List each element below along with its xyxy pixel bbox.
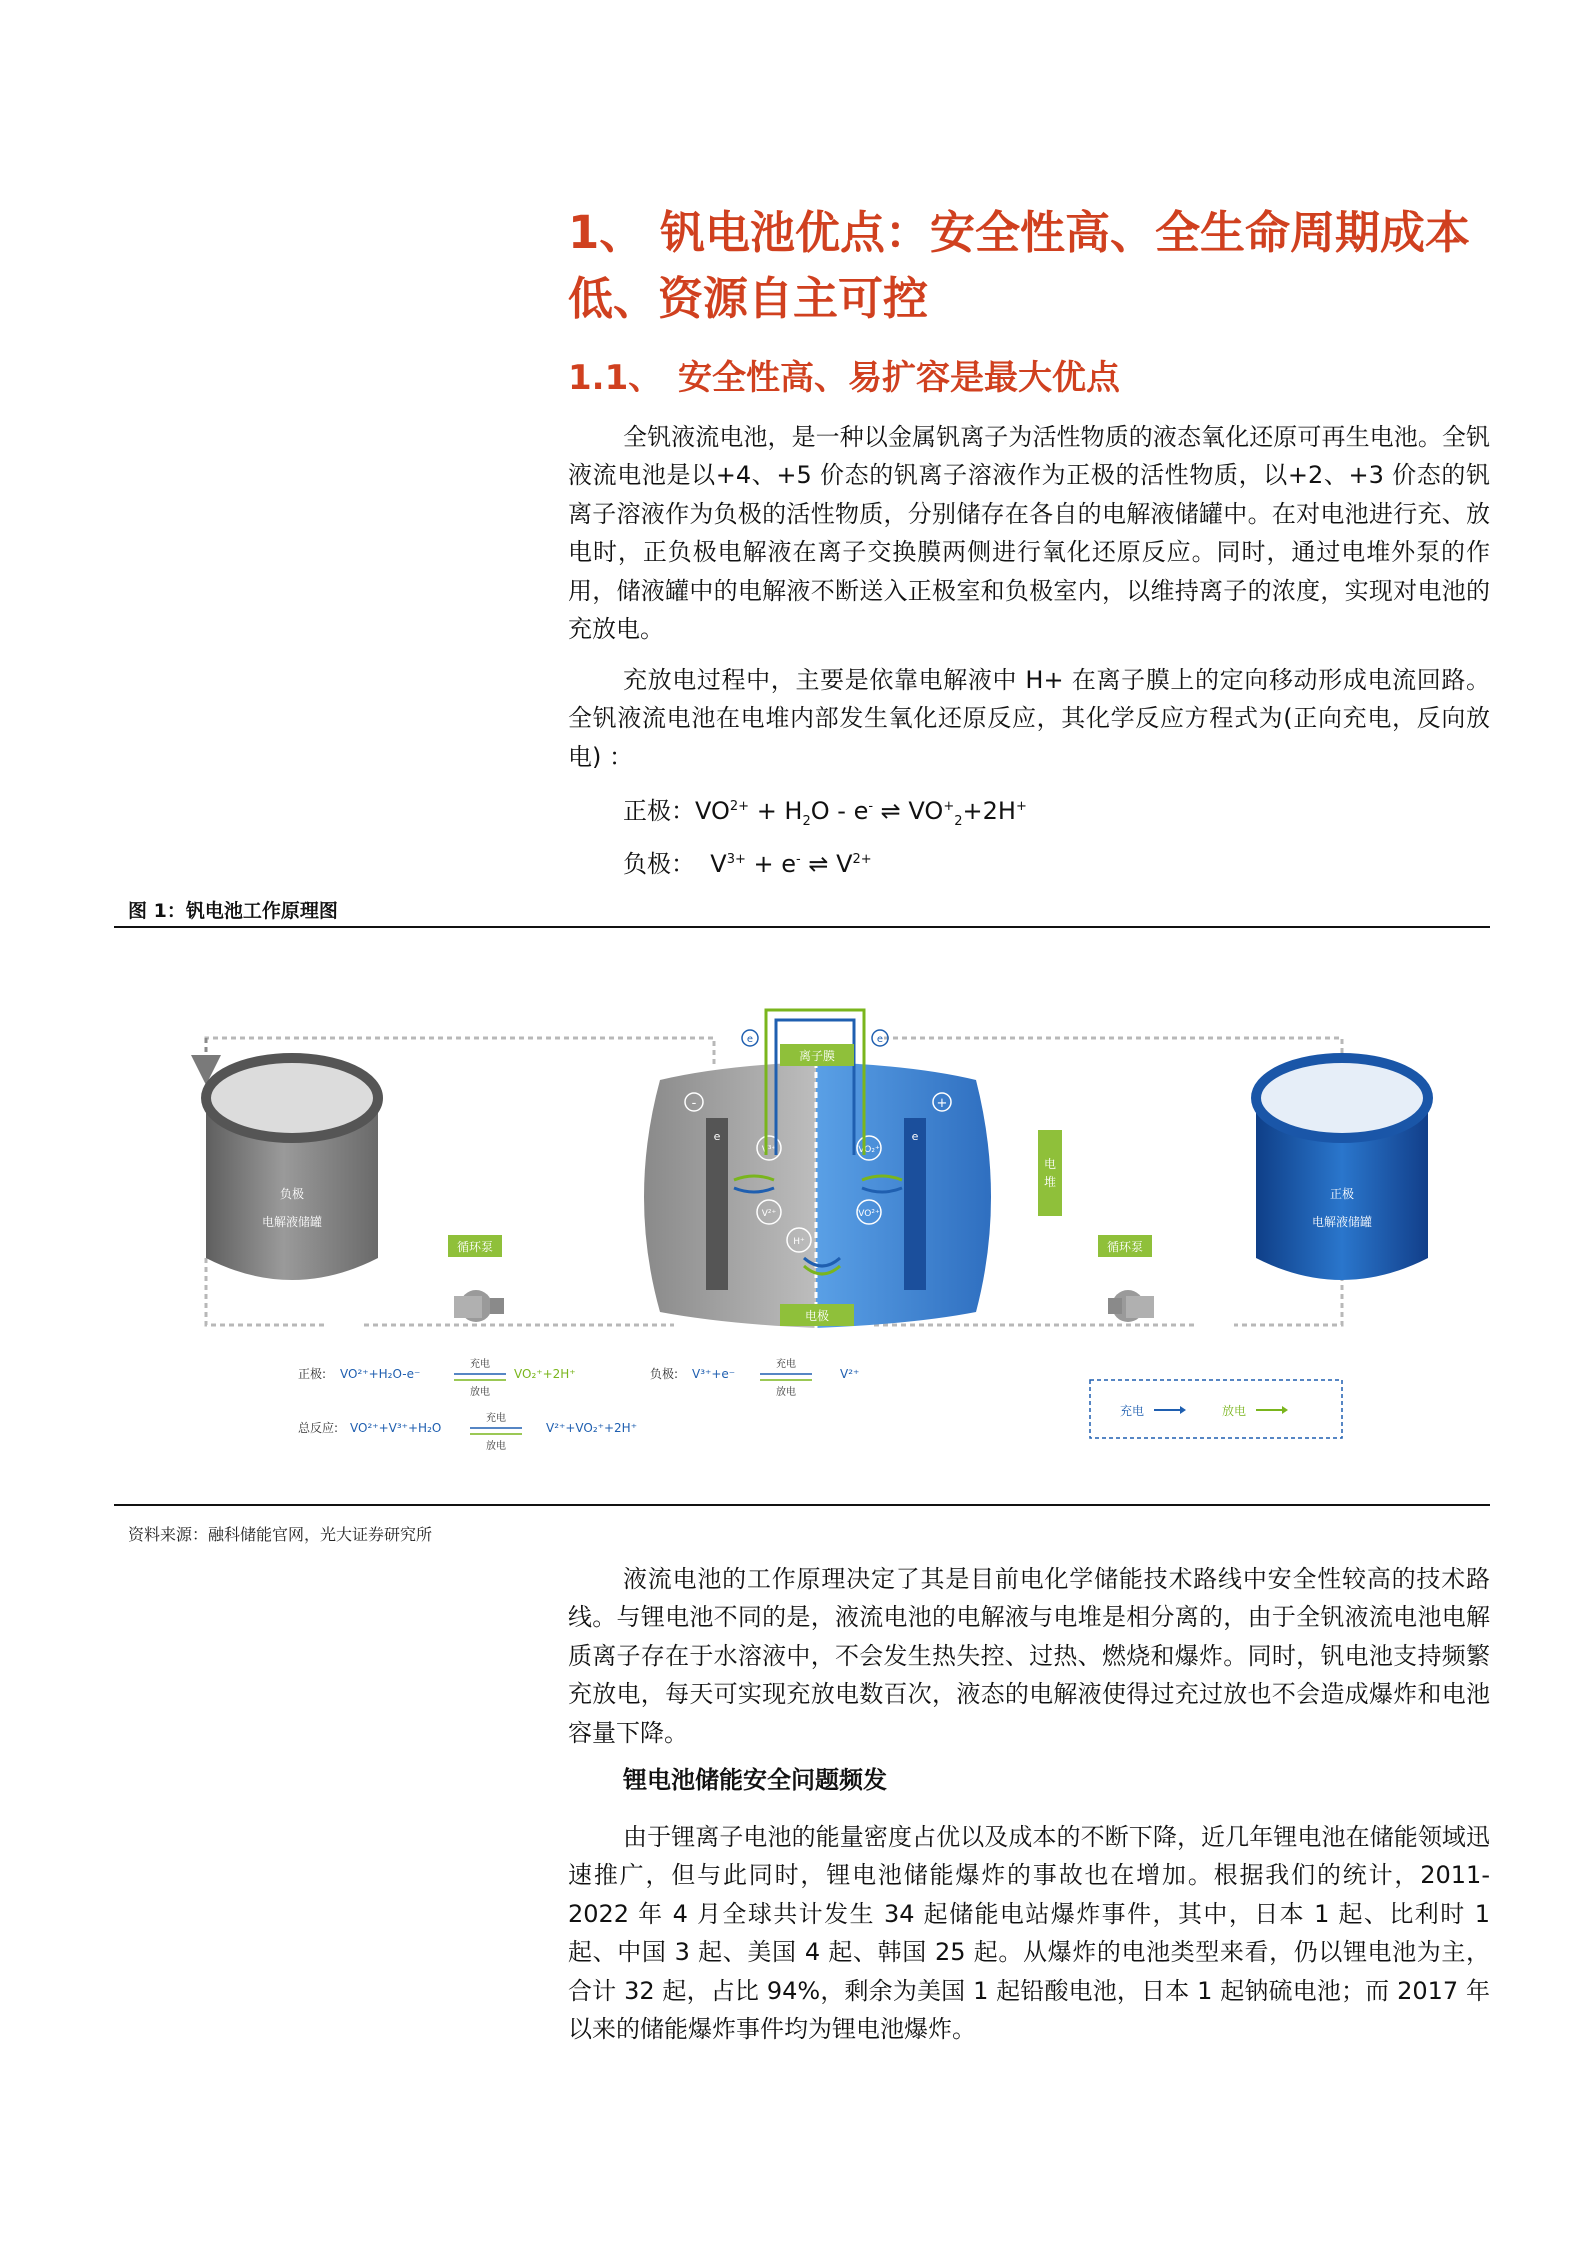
paragraph-charge-process: 充放电过程中，主要是依靠电解液中 H+ 在离子膜上的定向移动形成电流回路。全钒液流电池在电堆内部发生氧化还原反应，其化学反应方程式为(正向充电，反向放电) ： — [568, 666, 1490, 771]
negative-tank-label-1: 负极 — [279, 1187, 305, 1201]
electron-symbol-left: e — [746, 1034, 754, 1045]
negative-tank-label-2: 电解液储罐 — [261, 1215, 323, 1229]
positive-tank-label-1: 正极 — [1329, 1187, 1355, 1201]
paragraph-intro: 全钒液流电池，是一种以金属钒离子为活性物质的液态氧化还原可再生电池。全钒液流电池是以+4、+5 价态的钒离子溶液作为正极的活性物质，以+2、+3 价态的钒离子溶液作为负极的活性物质，分别储存在各自的电解液储罐中。在对电池进行充、放电时，正负极电解液在离子交换膜两侧进行氧化还原反应。同时，通过电堆外泵的作用，储液罐中的电解液不断送入正极室和负极室内，以维持离子的浓度，实现对电池的充放电。 — [568, 423, 1490, 644]
figure-source: 资料来源：融科储能官网，光大证券研究所 — [128, 1525, 433, 1544]
electrode-pos-e: e — [911, 1130, 919, 1143]
pump-left-label: 循环泵 — [456, 1240, 494, 1254]
electrode-neg-e: e — [713, 1130, 721, 1143]
fig-eq-total-left: VO²⁺+V³⁺+H₂O — [350, 1421, 442, 1435]
fig-eq-total-charge: 充电 — [486, 1413, 506, 1424]
subsection-number: 1.1、 — [568, 358, 663, 398]
paragraph-lithium-accidents: 由于锂离子电池的能量密度占优以及成本的不断下降，近几年锂电池在储能领域迅速推广，但与此同时，锂电池储能爆炸的事故也在增加。根据我们的统计，2011-2022 年 4 月全球共计发生 34 起储能电站爆炸事件，其中，日本 1 起、比利时 1 起、中国 3 起、美国 4 起、韩国 25 起。从爆炸的电池类型来看，仍以锂电池为主，合计 32 起，占比 94%，剩余为美国 1 起铅酸电池，日本 1 起钠硫电池；而 2017 年以来的储能爆炸事件均为锂电池爆炸。 — [568, 1823, 1490, 2044]
fig-eq-pos-label: 正极: — [298, 1367, 327, 1381]
upper-flow-right — [884, 1038, 1342, 1070]
pump-left — [448, 1235, 504, 1322]
cell-stack — [644, 1062, 991, 1328]
electron-symbol-right: e — [876, 1034, 884, 1045]
stack-label-1: 电 — [1043, 1157, 1057, 1171]
equation-positive: 正极：$VO^{2+} + H_2O - e^-$ ⇌ $VO^+_2+2H^+$ — [623, 797, 1027, 829]
fig-eq-pos-left: VO²⁺+H₂O-e⁻ — [340, 1367, 421, 1381]
plus-sign: + — [936, 1096, 948, 1111]
pump-right-label: 循环泵 — [1106, 1240, 1144, 1254]
equation-negative: 负极： $V^{3+} + e^-$ ⇌ $V^{2+}$ — [623, 850, 872, 878]
fig-eq-pos-charge: 充电 — [470, 1359, 490, 1370]
figure-title: 图 1：钒电池工作原理图 — [128, 900, 338, 922]
subsection-title — [568, 350, 1120, 406]
legend-discharge-label: 放电 — [1222, 1404, 1247, 1418]
ion-v2: V²⁺ — [761, 1209, 777, 1219]
fig-eq-pos-right: VO₂⁺+2H⁺ — [514, 1367, 576, 1381]
ion-v3-top: V³⁺ — [761, 1145, 777, 1155]
fig-eq-total-discharge: 放电 — [486, 1441, 506, 1452]
fig-eq-neg-label: 负极: — [650, 1367, 679, 1381]
fig-eq-total-right: V²⁺+VO₂⁺+2H⁺ — [546, 1421, 638, 1435]
membrane-label: 离子膜 — [798, 1049, 836, 1063]
minus-sign: - — [691, 1096, 697, 1111]
negative-tank — [206, 1058, 378, 1280]
fig-eq-neg-right: V²⁺ — [840, 1367, 860, 1381]
positive-tank — [1256, 1058, 1428, 1280]
fig-eq-neg-discharge: 放电 — [776, 1387, 796, 1398]
fig-eq-neg-charge: 充电 — [776, 1359, 796, 1370]
legend-charge-label: 充电 — [1120, 1404, 1145, 1418]
ion-vo2: VO₂⁺ — [858, 1145, 880, 1155]
section-title: 1、 钒电池优点：安全性高、全生命周期成本低、资源自主可控 — [568, 206, 1470, 325]
fig-eq-neg-left: V³⁺+e⁻ — [692, 1367, 736, 1381]
figure-top-rule — [114, 926, 1490, 928]
pump-right — [1098, 1235, 1154, 1322]
fig-eq-total-label: 总反应: — [298, 1421, 339, 1435]
ion-h: H⁺ — [793, 1237, 805, 1247]
electrode-label: 电极 — [804, 1309, 830, 1323]
subsection-text: 安全性高、易扩容是最大优点 — [678, 358, 1120, 398]
ion-vo2p: VO²⁺ — [858, 1209, 880, 1219]
figure-legend — [1090, 1380, 1342, 1438]
paragraph-safety: 液流电池的工作原理决定了其是目前电化学储能技术路线中安全性较高的技术路线。与锂电池不同的是，液流电池的电解液与电堆是相分离的，由于全钒液流电池电解质离子存在于水溶液中，不会发生热失控、过热、燃烧和爆炸。同时，钒电池支持频繁充放电，每天可实现充放电数百次，液态的电解液使得过充过放也不会造成爆炸和电池容量下降。 — [568, 1565, 1490, 1747]
fig-eq-pos-discharge: 放电 — [470, 1387, 490, 1398]
subheading-lithium-safety: 锂电池储能安全问题频发 — [623, 1766, 887, 1794]
figure-bottom-rule — [114, 1504, 1490, 1506]
vanadium-battery-diagram — [114, 940, 1490, 1500]
positive-tank-label-2: 电解液储罐 — [1311, 1215, 1373, 1229]
stack-label-2: 堆 — [1043, 1175, 1057, 1189]
